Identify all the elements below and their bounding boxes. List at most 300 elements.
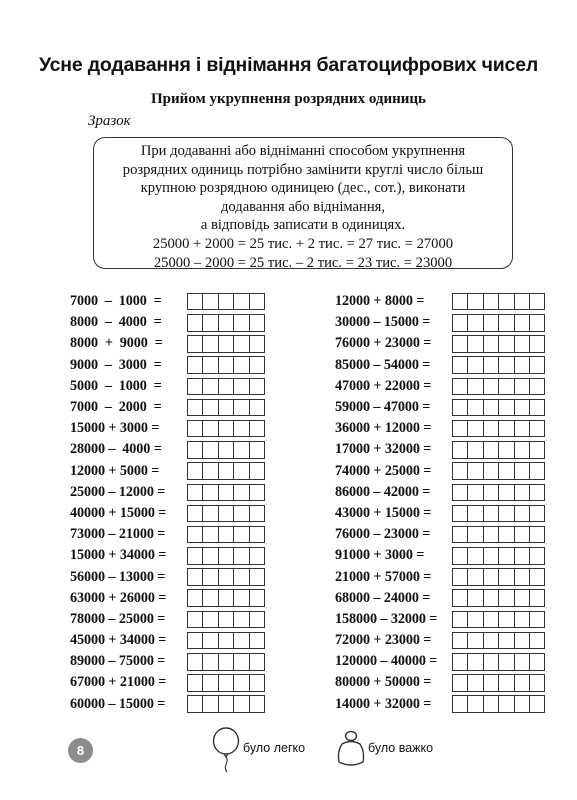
answer-cell[interactable] bbox=[187, 611, 203, 629]
answer-cell[interactable] bbox=[498, 695, 514, 713]
rule-line: а відповідь записати в одиницях. bbox=[200, 217, 406, 234]
answer-cell[interactable] bbox=[483, 674, 499, 692]
answer-cell[interactable] bbox=[218, 568, 234, 586]
answer-cell[interactable] bbox=[187, 484, 203, 502]
answer-cell[interactable] bbox=[498, 632, 514, 650]
answer-cell[interactable] bbox=[498, 420, 514, 438]
answer-cells bbox=[452, 462, 545, 480]
answer-cell[interactable] bbox=[187, 314, 203, 332]
answer-cell[interactable] bbox=[467, 293, 483, 311]
answer-cell[interactable] bbox=[514, 653, 530, 671]
balloon-icon[interactable] bbox=[210, 726, 244, 779]
answer-cell[interactable] bbox=[218, 632, 234, 650]
answer-cells bbox=[187, 611, 265, 629]
answer-cell[interactable] bbox=[467, 653, 483, 671]
answer-cell[interactable] bbox=[218, 293, 234, 311]
answer-cell[interactable] bbox=[452, 484, 468, 502]
answer-cell[interactable] bbox=[498, 484, 514, 502]
answer-cell[interactable] bbox=[498, 505, 514, 523]
exercise-row bbox=[335, 418, 545, 439]
answer-cell[interactable] bbox=[249, 547, 265, 565]
answer-cell[interactable] bbox=[202, 293, 218, 311]
answer-cell[interactable] bbox=[529, 695, 545, 713]
exercise-expression: 78000 – 25000 = bbox=[70, 610, 166, 627]
answer-cell[interactable] bbox=[483, 441, 499, 459]
answer-cells bbox=[187, 335, 265, 353]
exercise-expression: 25000 – 12000 = bbox=[70, 483, 166, 500]
answer-cell[interactable] bbox=[249, 293, 265, 311]
answer-cell[interactable] bbox=[467, 505, 483, 523]
exercise-column-right bbox=[335, 291, 545, 715]
answer-cell[interactable] bbox=[483, 653, 499, 671]
answer-cells bbox=[187, 589, 265, 607]
answer-cell[interactable] bbox=[529, 293, 545, 311]
exercise-row bbox=[335, 503, 545, 524]
answer-cell[interactable] bbox=[452, 356, 468, 374]
answer-cell[interactable] bbox=[202, 378, 218, 396]
exercise-row bbox=[70, 312, 265, 333]
answer-cell[interactable] bbox=[467, 589, 483, 607]
answer-cell[interactable] bbox=[202, 526, 218, 544]
answer-cell[interactable] bbox=[467, 378, 483, 396]
exercise-row bbox=[335, 630, 545, 651]
exercise-expression: 9000 – 3000 = bbox=[70, 356, 162, 373]
exercise-row bbox=[70, 333, 265, 354]
exercise-row bbox=[70, 545, 265, 566]
answer-cell[interactable] bbox=[467, 399, 483, 417]
answer-cell[interactable] bbox=[452, 653, 468, 671]
exercise-row bbox=[335, 566, 545, 587]
answer-cell[interactable] bbox=[249, 462, 265, 480]
answer-cell[interactable] bbox=[452, 293, 468, 311]
answer-cell[interactable] bbox=[467, 695, 483, 713]
answer-cells bbox=[187, 378, 265, 396]
answer-cell[interactable] bbox=[249, 314, 265, 332]
answer-cell[interactable] bbox=[514, 378, 530, 396]
answer-cell[interactable] bbox=[483, 462, 499, 480]
rule-line: розрядних одиниць потрібно замінити круглі число більш bbox=[122, 161, 484, 178]
answer-cell[interactable] bbox=[467, 547, 483, 565]
answer-cell[interactable] bbox=[467, 462, 483, 480]
answer-cell[interactable] bbox=[467, 568, 483, 586]
answer-cell[interactable] bbox=[467, 441, 483, 459]
answer-cell[interactable] bbox=[452, 378, 468, 396]
exercise-expression: 86000 – 42000 = bbox=[335, 483, 431, 500]
answer-cell[interactable] bbox=[452, 314, 468, 332]
answer-cell[interactable] bbox=[233, 526, 249, 544]
answer-cell[interactable] bbox=[483, 568, 499, 586]
answer-cell[interactable] bbox=[233, 356, 249, 374]
answer-cell[interactable] bbox=[187, 674, 203, 692]
answer-cell[interactable] bbox=[233, 674, 249, 692]
answer-cell[interactable] bbox=[233, 462, 249, 480]
answer-cell[interactable] bbox=[514, 547, 530, 565]
answer-cell[interactable] bbox=[452, 420, 468, 438]
answer-cell[interactable] bbox=[467, 314, 483, 332]
exercise-expression: 12000 + 5000 = bbox=[70, 462, 160, 479]
answer-cell[interactable] bbox=[452, 611, 468, 629]
answer-cell[interactable] bbox=[249, 568, 265, 586]
answer-cell[interactable] bbox=[529, 462, 545, 480]
answer-cell[interactable] bbox=[529, 335, 545, 353]
answer-cell[interactable] bbox=[452, 526, 468, 544]
answer-cell[interactable] bbox=[218, 356, 234, 374]
exercise-expression: 28000 – 4000 = bbox=[70, 441, 162, 458]
answer-cell[interactable] bbox=[233, 420, 249, 438]
answer-cell[interactable] bbox=[514, 526, 530, 544]
answer-cell[interactable] bbox=[452, 399, 468, 417]
answer-cell[interactable] bbox=[218, 399, 234, 417]
answer-cell[interactable] bbox=[249, 505, 265, 523]
answer-cell[interactable] bbox=[529, 441, 545, 459]
answer-cell[interactable] bbox=[187, 462, 203, 480]
rule-example: 25000 – 2000 = 25 тис. – 2 тис. = 23 тис. = 23000 bbox=[153, 254, 453, 271]
answer-cells bbox=[187, 526, 265, 544]
answer-cell[interactable] bbox=[452, 632, 468, 650]
answer-cell[interactable] bbox=[529, 378, 545, 396]
answer-cell[interactable] bbox=[514, 611, 530, 629]
answer-cell[interactable] bbox=[202, 632, 218, 650]
answer-cell[interactable] bbox=[218, 547, 234, 565]
answer-cell[interactable] bbox=[202, 611, 218, 629]
answer-cells bbox=[452, 611, 545, 629]
exercise-expression: 80000 + 50000 = bbox=[335, 674, 432, 691]
answer-cell[interactable] bbox=[483, 314, 499, 332]
answer-cell[interactable] bbox=[233, 568, 249, 586]
answer-cell[interactable] bbox=[529, 484, 545, 502]
answer-cell[interactable] bbox=[498, 356, 514, 374]
answer-cell[interactable] bbox=[202, 356, 218, 374]
answer-cell[interactable] bbox=[498, 378, 514, 396]
answer-cell[interactable] bbox=[498, 568, 514, 586]
answer-cell[interactable] bbox=[218, 335, 234, 353]
answer-cell[interactable] bbox=[529, 653, 545, 671]
answer-cell[interactable] bbox=[187, 335, 203, 353]
answer-cell[interactable] bbox=[498, 335, 514, 353]
answer-cell[interactable] bbox=[514, 674, 530, 692]
answer-cell[interactable] bbox=[187, 378, 203, 396]
answer-cell[interactable] bbox=[202, 505, 218, 523]
answer-cell[interactable] bbox=[249, 335, 265, 353]
answer-cell[interactable] bbox=[467, 356, 483, 374]
exercise-row bbox=[70, 651, 265, 672]
exercise-expression: 85000 – 54000 = bbox=[335, 356, 431, 373]
answer-cell[interactable] bbox=[514, 695, 530, 713]
exercise-expression: 60000 – 15000 = bbox=[70, 695, 166, 712]
answer-cell[interactable] bbox=[483, 420, 499, 438]
answer-cell[interactable] bbox=[452, 674, 468, 692]
answer-cell[interactable] bbox=[483, 399, 499, 417]
answer-cell[interactable] bbox=[452, 505, 468, 523]
answer-cell[interactable] bbox=[218, 589, 234, 607]
answer-cell[interactable] bbox=[218, 441, 234, 459]
answer-cell[interactable] bbox=[249, 611, 265, 629]
answer-cell[interactable] bbox=[202, 420, 218, 438]
answer-cell[interactable] bbox=[218, 611, 234, 629]
answer-cell[interactable] bbox=[218, 674, 234, 692]
answer-cell[interactable] bbox=[233, 378, 249, 396]
answer-cell[interactable] bbox=[529, 314, 545, 332]
answer-cell[interactable] bbox=[498, 526, 514, 544]
answer-cell[interactable] bbox=[529, 568, 545, 586]
answer-cell[interactable] bbox=[202, 441, 218, 459]
answer-cell[interactable] bbox=[514, 356, 530, 374]
exercise-expression: 89000 – 75000 = bbox=[70, 653, 166, 670]
answer-cell[interactable] bbox=[483, 526, 499, 544]
answer-cell[interactable] bbox=[514, 462, 530, 480]
answer-cell[interactable] bbox=[202, 695, 218, 713]
answer-cell[interactable] bbox=[529, 505, 545, 523]
answer-cell[interactable] bbox=[452, 335, 468, 353]
answer-cell[interactable] bbox=[483, 335, 499, 353]
exercise-row bbox=[335, 651, 545, 672]
answer-cell[interactable] bbox=[514, 335, 530, 353]
answer-cell[interactable] bbox=[218, 653, 234, 671]
exercise-expression: 43000 + 15000 = bbox=[335, 504, 432, 521]
answer-cell[interactable] bbox=[233, 611, 249, 629]
answer-cell[interactable] bbox=[529, 611, 545, 629]
answer-cells bbox=[452, 293, 545, 311]
answer-cell[interactable] bbox=[529, 420, 545, 438]
answer-cell[interactable] bbox=[467, 632, 483, 650]
exercise-row bbox=[335, 312, 545, 333]
exercise-expression: 76000 + 23000 = bbox=[335, 335, 432, 352]
answer-cell[interactable] bbox=[467, 526, 483, 544]
answer-cell[interactable] bbox=[249, 378, 265, 396]
exercise-expression: 74000 + 25000 = bbox=[335, 462, 432, 479]
answer-cell[interactable] bbox=[483, 505, 499, 523]
exercise-row bbox=[70, 609, 265, 630]
answer-cell[interactable] bbox=[514, 589, 530, 607]
answer-cells bbox=[452, 589, 545, 607]
answer-cell[interactable] bbox=[202, 484, 218, 502]
exercise-expression: 17000 + 32000 = bbox=[335, 441, 432, 458]
exercise-expression: 21000 + 57000 = bbox=[335, 568, 432, 585]
answer-cell[interactable] bbox=[452, 547, 468, 565]
answer-cell[interactable] bbox=[498, 653, 514, 671]
answer-cell[interactable] bbox=[249, 653, 265, 671]
answer-cell[interactable] bbox=[202, 568, 218, 586]
answer-cell[interactable] bbox=[249, 356, 265, 374]
exercise-expression: 8000 – 4000 = bbox=[70, 314, 162, 331]
exercise-row bbox=[70, 461, 265, 482]
answer-cells bbox=[187, 420, 265, 438]
answer-cell[interactable] bbox=[233, 589, 249, 607]
answer-cell[interactable] bbox=[467, 484, 483, 502]
answer-cell[interactable] bbox=[514, 505, 530, 523]
answer-cell[interactable] bbox=[514, 441, 530, 459]
answer-cell[interactable] bbox=[529, 356, 545, 374]
answer-cell[interactable] bbox=[218, 505, 234, 523]
answer-cell[interactable] bbox=[249, 674, 265, 692]
answer-cells bbox=[187, 356, 265, 374]
answer-cell[interactable] bbox=[249, 441, 265, 459]
exercise-row bbox=[335, 694, 545, 715]
answer-cell[interactable] bbox=[233, 335, 249, 353]
answer-cell[interactable] bbox=[514, 399, 530, 417]
exercise-expression: 14000 + 32000 = bbox=[335, 695, 432, 712]
answer-cell[interactable] bbox=[202, 653, 218, 671]
answer-cell[interactable] bbox=[202, 335, 218, 353]
answer-cell[interactable] bbox=[529, 526, 545, 544]
page-number: 8 bbox=[68, 738, 93, 763]
answer-cell[interactable] bbox=[218, 462, 234, 480]
answer-cell[interactable] bbox=[218, 420, 234, 438]
answer-cell[interactable] bbox=[233, 399, 249, 417]
answer-cell[interactable] bbox=[202, 589, 218, 607]
exercise-row bbox=[335, 524, 545, 545]
answer-cell[interactable] bbox=[467, 674, 483, 692]
answer-cells bbox=[187, 441, 265, 459]
exercise-expression: 15000 + 34000 = bbox=[70, 547, 167, 564]
answer-cells bbox=[452, 674, 545, 692]
answer-cell[interactable] bbox=[483, 378, 499, 396]
answer-cell[interactable] bbox=[233, 547, 249, 565]
answer-cell[interactable] bbox=[467, 420, 483, 438]
answer-cell[interactable] bbox=[452, 589, 468, 607]
answer-cell[interactable] bbox=[233, 314, 249, 332]
answer-cell[interactable] bbox=[498, 399, 514, 417]
answer-cell[interactable] bbox=[514, 420, 530, 438]
answer-cell[interactable] bbox=[483, 547, 499, 565]
answer-cells bbox=[452, 653, 545, 671]
answer-cell[interactable] bbox=[249, 526, 265, 544]
answer-cell[interactable] bbox=[483, 293, 499, 311]
answer-cell[interactable] bbox=[514, 632, 530, 650]
weight-icon[interactable] bbox=[336, 730, 366, 777]
exercise-row bbox=[70, 439, 265, 460]
answer-cells bbox=[452, 399, 545, 417]
exercise-row bbox=[335, 545, 545, 566]
exercise-expression: 15000 + 3000 = bbox=[70, 420, 160, 437]
exercise-expression: 59000 – 47000 = bbox=[335, 399, 431, 416]
answer-cell[interactable] bbox=[498, 611, 514, 629]
answer-cell[interactable] bbox=[233, 653, 249, 671]
answer-cell[interactable] bbox=[249, 632, 265, 650]
answer-cell[interactable] bbox=[529, 632, 545, 650]
answer-cell[interactable] bbox=[498, 674, 514, 692]
answer-cell[interactable] bbox=[529, 674, 545, 692]
answer-cell[interactable] bbox=[187, 526, 203, 544]
answer-cell[interactable] bbox=[218, 695, 234, 713]
answer-cell[interactable] bbox=[187, 441, 203, 459]
answer-cell[interactable] bbox=[218, 314, 234, 332]
exercise-expression: 56000 – 13000 = bbox=[70, 568, 166, 585]
answer-cell[interactable] bbox=[218, 484, 234, 502]
answer-cells bbox=[452, 695, 545, 713]
answer-cell[interactable] bbox=[514, 568, 530, 586]
answer-cell[interactable] bbox=[187, 399, 203, 417]
answer-cell[interactable] bbox=[483, 695, 499, 713]
answer-cells bbox=[187, 399, 265, 417]
answer-cell[interactable] bbox=[187, 568, 203, 586]
answer-cell[interactable] bbox=[498, 441, 514, 459]
answer-cell[interactable] bbox=[498, 462, 514, 480]
answer-cell[interactable] bbox=[218, 378, 234, 396]
answer-cell[interactable] bbox=[498, 589, 514, 607]
exercise-expression: 158000 – 32000 = bbox=[335, 610, 438, 627]
answer-cell[interactable] bbox=[498, 314, 514, 332]
exercise-row bbox=[70, 503, 265, 524]
answer-cells bbox=[187, 293, 265, 311]
answer-cell[interactable] bbox=[202, 314, 218, 332]
answer-cells bbox=[187, 462, 265, 480]
answer-cell[interactable] bbox=[249, 399, 265, 417]
answer-cells bbox=[452, 526, 545, 544]
exercise-row bbox=[70, 672, 265, 693]
answer-cell[interactable] bbox=[529, 589, 545, 607]
answer-cells bbox=[187, 484, 265, 502]
answer-cells bbox=[187, 695, 265, 713]
answer-cell[interactable] bbox=[249, 695, 265, 713]
answer-cell[interactable] bbox=[187, 356, 203, 374]
answer-cells bbox=[187, 314, 265, 332]
answer-cell[interactable] bbox=[233, 441, 249, 459]
answer-cell[interactable] bbox=[233, 484, 249, 502]
answer-cell[interactable] bbox=[233, 505, 249, 523]
answer-cell[interactable] bbox=[202, 462, 218, 480]
answer-cell[interactable] bbox=[233, 293, 249, 311]
answer-cell[interactable] bbox=[483, 356, 499, 374]
answer-cell[interactable] bbox=[529, 399, 545, 417]
answer-cell[interactable] bbox=[514, 293, 530, 311]
answer-cell[interactable] bbox=[467, 335, 483, 353]
answer-cell[interactable] bbox=[187, 695, 203, 713]
answer-cell[interactable] bbox=[452, 695, 468, 713]
exercise-row bbox=[335, 672, 545, 693]
answer-cell[interactable] bbox=[467, 611, 483, 629]
answer-cell[interactable] bbox=[187, 420, 203, 438]
answer-cells bbox=[452, 505, 545, 523]
answer-cell[interactable] bbox=[249, 589, 265, 607]
answer-cell[interactable] bbox=[249, 420, 265, 438]
answer-cell[interactable] bbox=[202, 674, 218, 692]
answer-cell[interactable] bbox=[187, 632, 203, 650]
answer-cell[interactable] bbox=[187, 653, 203, 671]
answer-cell[interactable] bbox=[452, 441, 468, 459]
exercise-expression: 40000 + 15000 = bbox=[70, 504, 167, 521]
answer-cell[interactable] bbox=[483, 611, 499, 629]
exercise-expression: 67000 + 21000 = bbox=[70, 674, 167, 691]
answer-cell[interactable] bbox=[452, 568, 468, 586]
answer-cell[interactable] bbox=[483, 484, 499, 502]
answer-cell[interactable] bbox=[498, 293, 514, 311]
answer-cell[interactable] bbox=[187, 547, 203, 565]
answer-cell[interactable] bbox=[514, 314, 530, 332]
answer-cells bbox=[452, 547, 545, 565]
answer-cell[interactable] bbox=[202, 399, 218, 417]
answer-cells bbox=[187, 547, 265, 565]
answer-cell[interactable] bbox=[452, 462, 468, 480]
answer-cell[interactable] bbox=[187, 505, 203, 523]
answer-cell[interactable] bbox=[483, 632, 499, 650]
answer-cells bbox=[452, 632, 545, 650]
answer-cell[interactable] bbox=[187, 293, 203, 311]
answer-cell[interactable] bbox=[498, 547, 514, 565]
answer-cell[interactable] bbox=[233, 632, 249, 650]
exercise-row bbox=[335, 461, 545, 482]
exercise-row bbox=[70, 355, 265, 376]
answer-cell[interactable] bbox=[483, 589, 499, 607]
answer-cell[interactable] bbox=[202, 547, 218, 565]
answer-cell[interactable] bbox=[218, 526, 234, 544]
answer-cell[interactable] bbox=[233, 695, 249, 713]
answer-cell[interactable] bbox=[187, 589, 203, 607]
answer-cell[interactable] bbox=[249, 484, 265, 502]
exercise-column-left bbox=[70, 291, 265, 715]
answer-cell[interactable] bbox=[514, 484, 530, 502]
answer-cell[interactable] bbox=[529, 547, 545, 565]
